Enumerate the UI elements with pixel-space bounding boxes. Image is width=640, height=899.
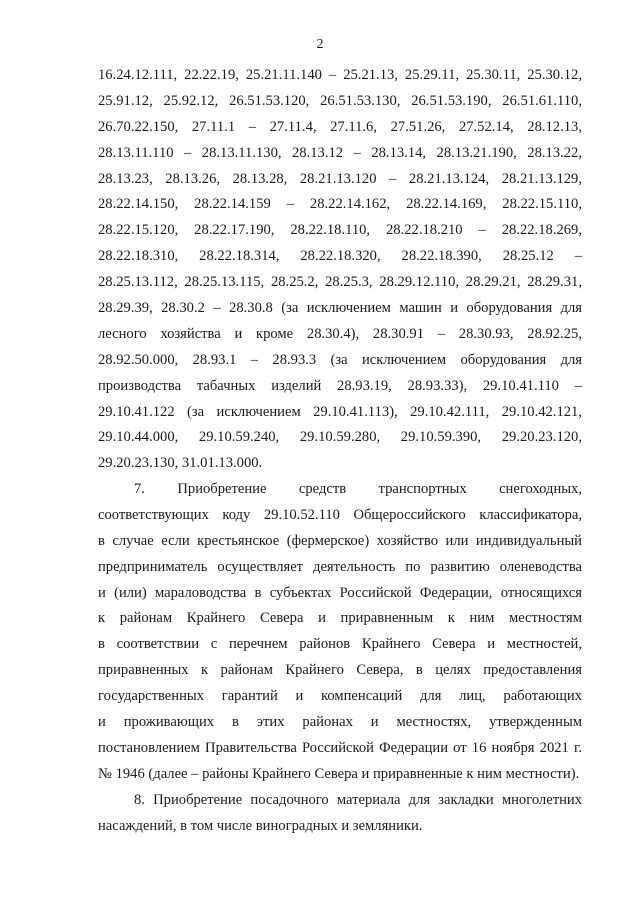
text-line: № 1946 (далее – районы Крайнего Севера и приравненные к ним местности).: [98, 765, 580, 782]
text-line: и (или) мараловодства в субъектах Российской Федерации, относящихся: [98, 584, 582, 601]
text-line: 7. Приобретение средств транспортных снегоходных,: [134, 481, 582, 497]
paragraph-item-8: [98, 788, 582, 840]
text-line: соответствующих коду 29.10.52.110 Общероссийского классификатора,: [98, 506, 582, 523]
text-line: насаждений, в том числе виноградных и земляники.: [98, 817, 423, 834]
text-line: 25.91.12, 25.92.12, 26.51.53.120, 26.51.53.130, 26.51.53.190, 26.51.61.110,: [98, 92, 582, 109]
text-line: 26.70.22.150, 27.11.1 – 27.11.4, 27.11.6, 27.51.26, 27.52.14, 28.12.13,: [98, 118, 582, 135]
text-line: 28.22.15.120, 28.22.17.190, 28.22.18.110, 28.22.18.210 – 28.22.18.269,: [98, 222, 582, 239]
page-number: 2: [316, 37, 324, 52]
text-line: в случае если крестьянское (фермерское) хозяйство или индивидуальный: [98, 532, 582, 549]
text-line: приравненных к районам Крайнего Севера, в целях предоставления: [98, 662, 582, 679]
text-line: лесного хозяйства и кроме 28.30.4), 28.30.91 – 28.30.93, 28.92.25,: [98, 325, 582, 342]
text-line: 29.20.23.130, 31.01.13.000.: [98, 455, 263, 472]
text-line: в соответствии с перечнем районов Крайнего Севера и местностей,: [98, 636, 582, 653]
text-line: 8. Приобретение посадочного материала для закладки многолетних: [134, 792, 582, 808]
text-line: 28.29.39, 28.30.2 – 28.30.8 (за исключением машин и оборудования для: [98, 300, 582, 317]
text-line: производства табачных изделий 28.93.19, 28.93.33), 29.10.41.110 –: [98, 377, 582, 394]
text-line: 28.22.14.150, 28.22.14.159 – 28.22.14.162, 28.22.14.169, 28.22.15.110,: [98, 196, 582, 213]
text-line: 28.22.18.310, 28.22.18.314, 28.22.18.320, 28.22.18.390, 28.25.12 –: [98, 248, 582, 265]
text-line: 28.25.13.112, 28.25.13.115, 28.25.2, 28.25.3, 28.29.12.110, 28.29.21, 28.29.31,: [98, 274, 582, 291]
text-line: 28.13.11.110 – 28.13.11.130, 28.13.12 – 28.13.14, 28.13.21.190, 28.13.22,: [98, 144, 582, 161]
text-line: 29.10.44.000, 29.10.59.240, 29.10.59.280, 29.10.59.390, 29.20.23.120,: [98, 429, 582, 446]
text-line: и проживающих в этих районах и местностях, утвержденным: [98, 714, 582, 731]
text-line: 16.24.12.111, 22.22.19, 25.21.11.140 – 25.21.13, 25.29.11, 25.30.11, 25.30.12,: [98, 67, 582, 83]
text-line: предприниматель осуществляет деятельность по развитию оленеводства: [98, 558, 582, 575]
text-line: к районам Крайнего Севера и приравненным к ним местностям: [98, 610, 582, 627]
text-line: постановлением Правительства Российской Федерации от 16 ноября 2021 г.: [98, 739, 582, 756]
text-line: 28.13.23, 28.13.26, 28.13.28, 28.21.13.120 – 28.21.13.124, 28.21.13.129,: [98, 170, 582, 187]
paragraph-okpd-codes: [98, 63, 582, 477]
text-line: 29.10.41.122 (за исключением 29.10.41.113), 29.10.42.111, 29.10.42.121,: [98, 403, 582, 420]
text-line: государственных гарантий и компенсаций для лиц, работающих: [98, 688, 582, 705]
paragraph-item-7: [98, 477, 582, 788]
text-line: 28.92.50.000, 28.93.1 – 28.93.3 (за исключением оборудования для: [98, 351, 582, 368]
